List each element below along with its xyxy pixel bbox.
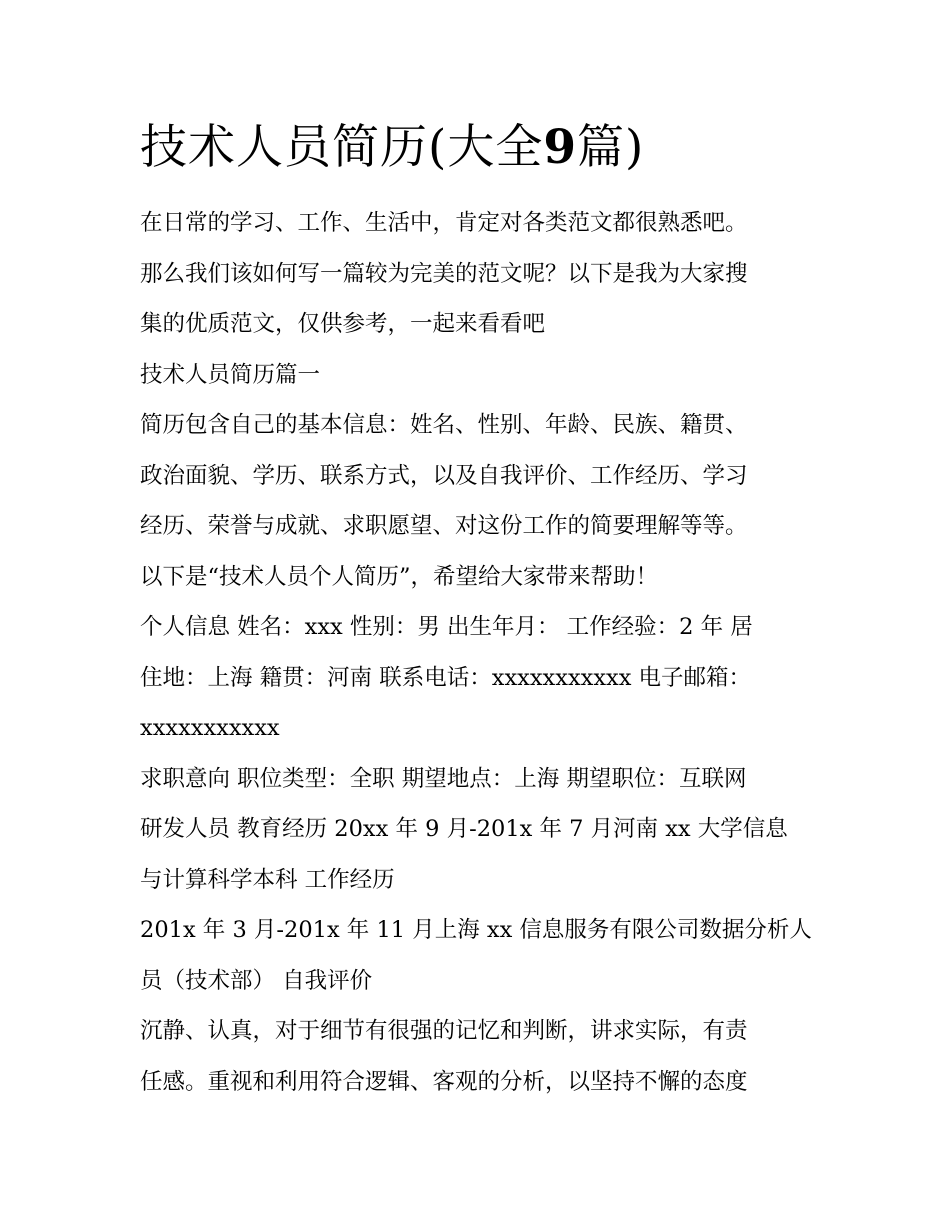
text-line: 研发人员 教育经历 20xx 年 9 月-201x 年 7 月河南 xx 大学信息 bbox=[140, 816, 788, 842]
text-line: 以下是“技术人员个人简历”，希望给大家带来帮助！ bbox=[140, 563, 659, 590]
intro-paragraph bbox=[140, 198, 820, 350]
text-line: 那么我们该如何写一篇较为完美的范文呢？以下是我为大家搜 bbox=[140, 260, 748, 287]
text-line: 201x 年 3 月-201x 年 11 月上海 xx 信息服务有限公司数据分析人 bbox=[140, 917, 812, 943]
section-heading bbox=[140, 350, 820, 401]
title-suffix: 篇) bbox=[577, 120, 645, 175]
text-line: 技术人员简历篇一 bbox=[140, 361, 321, 388]
text-line: 在日常的学习、工作、生活中，肯定对各类范文都很熟悉吧。 bbox=[140, 210, 748, 236]
job-intention-paragraph bbox=[140, 754, 820, 906]
text-line: 个人信息 姓名：xxx 性别：男 出生年月： 工作经验：2 年 居 bbox=[140, 614, 753, 640]
document-page bbox=[140, 110, 820, 1107]
resume-description-paragraph bbox=[140, 400, 820, 602]
text-line: 任感。重视和利用符合逻辑、客观的分析，以坚持不懈的态度 bbox=[140, 1068, 748, 1095]
text-line: 简历包含自己的基本信息：姓名、性别、年龄、民族、籍贯、 bbox=[140, 412, 748, 438]
title-number: 9 bbox=[543, 120, 578, 175]
text-line: 经历、荣誉与成就、求职愿望、对这份工作的简要理解等等。 bbox=[140, 513, 748, 539]
text-line: 住地：上海 籍贯：河南 联系电话：xxxxxxxxxxx 电子邮箱： bbox=[140, 664, 752, 691]
text-line: 求职意向 职位类型：全职 期望地点：上海 期望职位：互联网 bbox=[140, 765, 747, 792]
text-line: 集的优质范文，仅供参考，一起来看看吧 bbox=[140, 311, 546, 337]
text-line: xxxxxxxxxxx bbox=[140, 715, 280, 741]
work-experience-paragraph bbox=[140, 905, 820, 1006]
title-prefix: 技术人员简历(大全 bbox=[140, 120, 544, 175]
personal-info-paragraph bbox=[140, 602, 820, 754]
document-title bbox=[140, 110, 820, 186]
text-line: 沉静、认真，对于细节有很强的记忆和判断，讲求实际，有责 bbox=[140, 1018, 748, 1044]
text-line: 与计算科学本科 工作经历 bbox=[140, 866, 395, 893]
text-line: 员（技术部） 自我评价 bbox=[140, 967, 373, 994]
self-evaluation-paragraph bbox=[140, 1006, 820, 1107]
text-line: 政治面貌、学历、联系方式，以及自我评价、工作经历、学习 bbox=[140, 462, 748, 489]
